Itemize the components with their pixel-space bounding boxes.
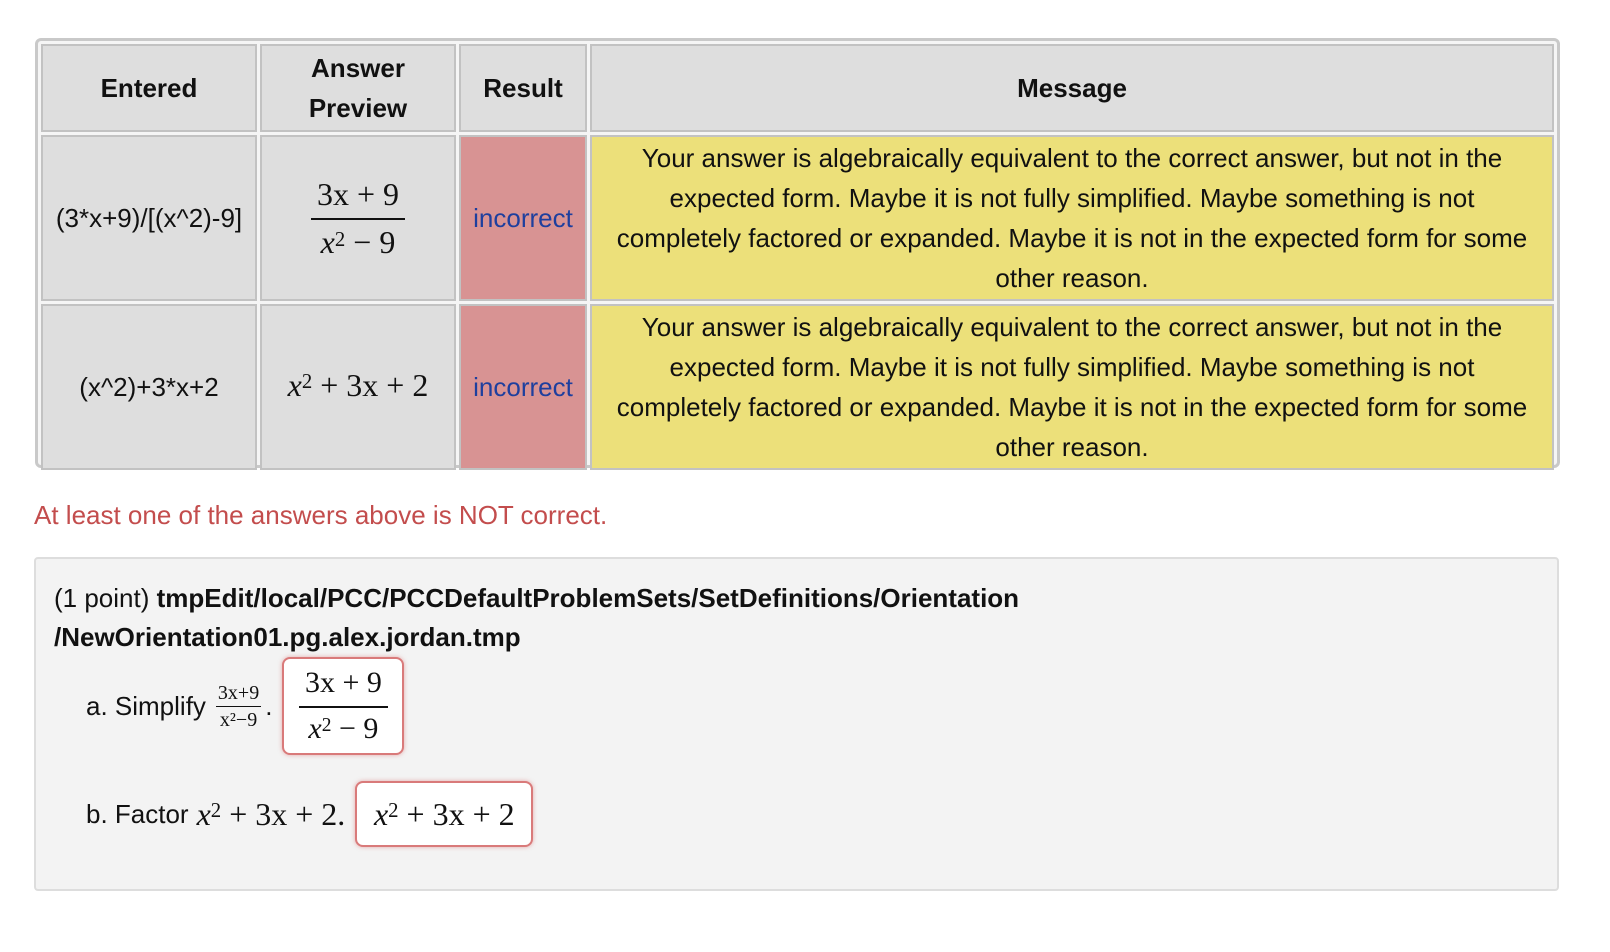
message-cell: Your answer is algebraically equivalent to the correct answer, but not in the expected form. Maybe it is not fully simplified. Maybe something is not completely factored or expanded. Maybe it is not in the expected form for some other reason.	[590, 135, 1554, 301]
part-b-exponent: 2	[210, 799, 222, 823]
preview-rest: + 3x + 2	[312, 366, 429, 403]
result-cell: incorrect	[459, 304, 587, 470]
preview-denominator	[315, 220, 402, 260]
results-table	[38, 41, 1557, 473]
incorrect-warning: At least one of the answers above is NOT correct.	[34, 500, 608, 530]
table-header-row	[41, 44, 1554, 132]
preview-fraction	[311, 176, 405, 260]
header-preview-line2: Preview	[308, 93, 408, 123]
header-preview-line1: Answer	[311, 53, 405, 83]
part-a-frac-denominator: x²−9	[219, 708, 258, 731]
answer-a-denominator	[302, 708, 384, 746]
entered-cell: (3*x+9)/[(x^2)-9]	[41, 135, 257, 301]
result-cell: incorrect	[459, 135, 587, 301]
problem-path-line2: /NewOrientation01.pg.alex.jordan.tmp	[54, 622, 521, 652]
preview-expression	[288, 367, 429, 403]
answer-b-exponent: 2	[388, 799, 399, 823]
answer-b-expression	[374, 796, 515, 833]
preview-exponent: 2	[301, 370, 313, 394]
header-message: Message	[590, 44, 1554, 132]
table-row	[41, 304, 1554, 470]
results-table-container	[35, 38, 1560, 468]
part-b-expression	[197, 796, 346, 833]
answer-b-input[interactable]	[355, 781, 533, 847]
table-row	[41, 135, 1554, 301]
part-a-period: .	[265, 690, 273, 721]
answer-b-variable: x	[373, 795, 389, 832]
header-answer-preview	[260, 44, 456, 132]
answer-b-rest: + 3x + 2	[398, 795, 515, 832]
preview-cell	[260, 135, 456, 301]
part-a-label: a. Simplify	[86, 690, 206, 721]
preview-cell	[260, 304, 456, 470]
answer-a-fraction	[299, 666, 388, 746]
problem-points: (1 point)	[54, 583, 150, 613]
preview-den-rest: − 9	[345, 224, 396, 260]
part-b-variable: x	[196, 795, 211, 832]
problem-panel	[34, 557, 1559, 891]
part-a-frac-numerator: 3x+9	[216, 683, 261, 707]
part-b-label: b. Factor	[86, 798, 189, 829]
header-entered: Entered	[41, 44, 257, 132]
answer-a-input[interactable]	[282, 657, 404, 755]
problem-header	[54, 579, 1539, 657]
part-a-fraction	[216, 683, 261, 730]
part-b-rest: + 3x + 2.	[221, 795, 346, 832]
answer-a-den-rest: − 9	[331, 712, 379, 745]
answer-a-den-variable: x	[308, 712, 322, 745]
answer-a-numerator: 3x + 9	[299, 666, 388, 708]
preview-den-variable: x	[320, 224, 335, 260]
part-a	[86, 657, 404, 755]
preview-variable: x	[287, 366, 302, 403]
preview-den-exponent: 2	[334, 227, 346, 251]
entered-cell: (x^2)+3*x+2	[41, 304, 257, 470]
problem-path-line1: tmpEdit/local/PCC/PCCDefaultProblemSets/SetDefinitions/Orientation	[156, 583, 1020, 613]
answer-a-den-exponent: 2	[321, 715, 332, 737]
preview-numerator: 3x + 9	[311, 176, 405, 220]
header-result: Result	[459, 44, 587, 132]
message-cell: Your answer is algebraically equivalent to the correct answer, but not in the expected form. Maybe it is not fully simplified. Maybe something is not completely factored or expanded. Maybe it is not in the expected form for some other reason.	[590, 304, 1554, 470]
part-b	[86, 781, 533, 847]
